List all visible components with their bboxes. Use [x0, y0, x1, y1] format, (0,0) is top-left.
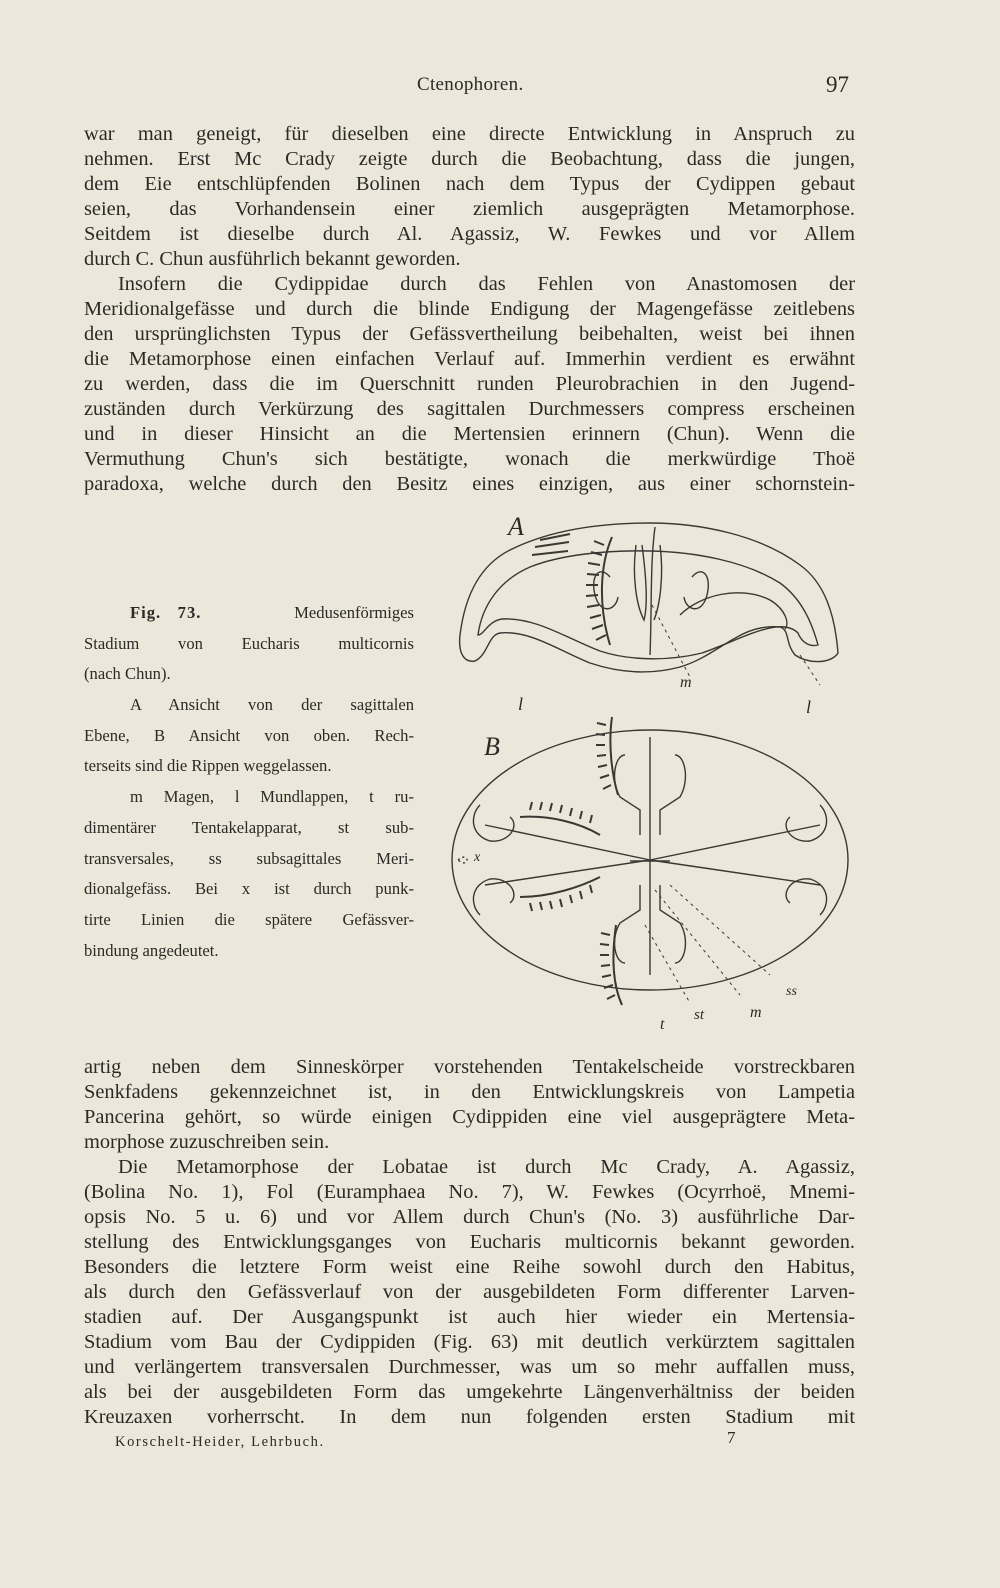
figure-a-leader-lines	[652, 605, 820, 685]
text-line: und in dieser Hinsicht an die Mertensien erinnern (Chun). Wenn die	[84, 423, 855, 445]
text-line: Stadium vom Bau der Cydippiden (Fig. 63) mit deutlich verkürztem sagittalen	[84, 1331, 855, 1353]
figure-73-illustration	[440, 505, 860, 1035]
paragraph-bottom	[84, 1055, 855, 1430]
caption-line: Ebene, B Ansicht von oben. Rech-	[84, 725, 414, 745]
text-line: nehmen. Erst Mc Crady zeigte durch die Beobachtung, dass die jungen,	[84, 148, 855, 170]
running-title: Ctenophoren.	[417, 74, 524, 95]
page-number: 97	[826, 72, 849, 97]
letter-l: l	[518, 694, 524, 714]
text-line: Meridionalgefässe und durch die blinde Endigung der Magengefässe zeitlebens	[84, 298, 855, 320]
figure-b-leader-lines	[645, 885, 770, 1003]
footer-signature: Korschelt-Heider, Lehrbuch.	[115, 1434, 325, 1450]
caption-line: dimentärer Tentakelapparat, st sub-	[84, 817, 414, 837]
text-line: stadien auf. Der Ausgangspunkt ist auch hier wieder ein Mertensia-	[84, 1306, 855, 1328]
text-line: dem Eie entschlüpfenden Bolinen nach dem Typus der Cydippen gebaut	[84, 173, 855, 195]
text-line: als bei der ausgebildeten Form das umgekehrte Längenverhältniss der beiden	[84, 1381, 855, 1403]
text-line: zuständen durch Verkürzung des sagittalen Durchmessers compress erscheinen	[84, 398, 855, 420]
text-line: Vermuthung Chun's sich bestätigte, wonach die merkwürdige Thoë	[84, 448, 855, 470]
caption-line-1	[84, 598, 414, 629]
text-line: zu werden, dass die im Querschnitt runden Pleurobrachien in den Jugend-	[84, 373, 855, 395]
text-line: Die Metamorphose der Lobatae ist durch Mc Crady, A. Agassiz,	[118, 1156, 855, 1178]
letter-m: m	[680, 674, 692, 691]
caption-line: tirte Linien die spätere Gefässver-	[84, 909, 414, 929]
running-head	[0, 72, 1000, 102]
text-line: den ursprünglichsten Typus der Gefässvertheilung beibehalten, weist bei ihnen	[84, 323, 855, 345]
text-line: war man geneigt, für dieselben eine directe Entwicklung in Anspruch zu	[84, 123, 855, 145]
text-line: stellung des Entwicklungsganges von Eucharis multicornis bekannt geworden.	[84, 1231, 855, 1253]
figure-b-comb-rows	[520, 717, 622, 1005]
text-line: Senkfadens gekennzeichnet ist, in den Entwicklungskreis von Lampetia	[84, 1081, 855, 1103]
caption-line: terseits sind die Rippen weggelassen.	[84, 756, 332, 776]
signature-mark: 7	[727, 1428, 736, 1447]
letter-m: m	[750, 1004, 762, 1021]
text-line: die Metamorphose einen einfachen Verlauf auf. Immerhin verdient es erwähnt	[84, 348, 855, 370]
letter-ss: ss	[786, 984, 797, 999]
text-line: seien, das Vorhandensein einer ziemlich ausgeprägten Metamorphose.	[84, 198, 855, 220]
text-line: als durch den Gefässverlauf von der ausgebildeten Form differenter Larven-	[84, 1281, 855, 1303]
letter-st: st	[694, 1007, 705, 1023]
figure-b-body	[452, 730, 848, 990]
figure-a-body	[460, 523, 838, 672]
letter-t: t	[660, 1016, 665, 1033]
caption-line: Stadium von Eucharis multicornis	[84, 633, 414, 653]
caption-line: A Ansicht von der sagittalen	[130, 695, 414, 715]
text-line: artig neben dem Sinneskörper vorstehenden Tentakelscheide vorstreckbaren	[84, 1056, 855, 1078]
text-line: morphose zuzuschreiben sein.	[84, 1131, 330, 1153]
caption-line: (nach Chun).	[84, 664, 171, 684]
text-line: Besonders die letztere Form weist eine Reihe sowohl durch den Habitus,	[84, 1256, 855, 1278]
caption-text: Medusenförmiges	[294, 603, 414, 622]
text-line: paradoxa, welche durch den Besitz eines einzigen, aus einer schornstein-	[84, 473, 855, 495]
text-line: und verlängertem transversalen Durchmesser, was um so mehr auffallen muss,	[84, 1356, 855, 1378]
text-line: durch C. Chun ausführlich bekannt geworden.	[84, 248, 461, 270]
text-line: (Bolina No. 1), Fol (Euramphaea No. 7), W. Fewkes (Ocyrrhoë, Mnemi-	[84, 1181, 855, 1203]
paragraph-top	[84, 122, 855, 497]
caption-line: bindung angedeutet.	[84, 940, 219, 960]
caption-line: dionalgefäss. Bei x ist durch punk-	[84, 879, 414, 899]
letter-l: l	[806, 697, 812, 717]
text-line: opsis No. 5 u. 6) und vor Allem durch Chun's (No. 3) ausführliche Dar-	[84, 1206, 855, 1228]
text-line: Pancerina gehört, so würde einigen Cydippiden eine viel ausgeprägtere Meta-	[84, 1106, 855, 1128]
figure-label: Fig. 73.	[130, 603, 202, 622]
figure-label-a: A	[508, 512, 524, 541]
text-line: Seitdem ist dieselbe durch Al. Agassiz, W. Fewkes und vor Allem	[84, 223, 855, 245]
figure-caption	[84, 598, 414, 966]
caption-line: m Magen, l Mundlappen, t ru-	[130, 787, 414, 807]
figure-label-b: B	[484, 732, 500, 761]
text-line: Insofern die Cydippidae durch das Fehlen von Anastomosen der	[118, 273, 855, 295]
text-line: Kreuzaxen vorherrscht. In dem nun folgenden ersten Stadium mit	[84, 1406, 855, 1428]
letter-x: x	[474, 850, 481, 865]
caption-line: transversales, ss subsagittales Meri-	[84, 848, 414, 868]
figure-a-comb-rows	[532, 534, 612, 645]
